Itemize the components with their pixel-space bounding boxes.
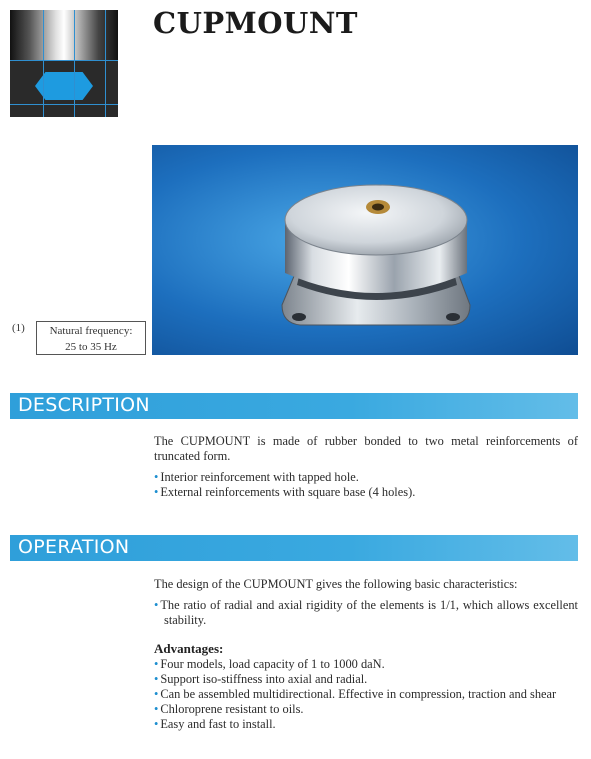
advantages-title: Advantages:: [154, 641, 224, 656]
list-item: • Easy and fast to install.: [154, 717, 578, 732]
mounting-hole: [292, 313, 306, 321]
natural-frequency-box: [36, 321, 146, 355]
list-item: • The ratio of radial and axial rigidity of the elements is 1/1, which allows excellent stability.: [154, 598, 578, 628]
grid-line: [10, 104, 118, 105]
cupmount-illustration: [152, 145, 578, 355]
natural-frequency-label: Natural frequency:: [49, 325, 133, 337]
tapped-hole-center: [372, 204, 384, 211]
product-schematic-thumbnail: [10, 10, 118, 117]
list-item: • Interior reinforcement with tapped hole.: [154, 470, 578, 485]
operation-header-label: OPERATION: [18, 536, 130, 558]
grid-line: [43, 10, 44, 117]
grid-line: [74, 10, 75, 117]
grid-line: [105, 10, 106, 117]
description-header-label: DESCRIPTION: [18, 394, 150, 416]
cylinder-shading: [10, 10, 118, 60]
description-header: [10, 393, 578, 419]
list-item: • Support iso-stiffness into axial and radial.: [154, 672, 578, 687]
operation-intro: The design of the CUPMOUNT gives the following basic characteristics:: [154, 577, 518, 591]
operation-header: [10, 535, 578, 561]
list-item: • Can be assembled multidirectional. Effective in compression, traction and shear: [154, 687, 578, 702]
footnote-marker: (1): [12, 322, 25, 334]
list-item: • Chloroprene resistant to oils.: [154, 702, 578, 717]
cup-top: [285, 185, 467, 255]
page-title: CUPMOUNT: [153, 6, 358, 40]
operation-body: [154, 577, 578, 732]
list-item: • Four models, load capacity of 1 to 1000 daN.: [154, 657, 578, 672]
natural-frequency-value: 25 to 35 Hz: [65, 341, 117, 353]
list-item: • External reinforcements with square base (4 holes).: [154, 485, 578, 500]
product-photo: [152, 145, 578, 355]
description-body: [154, 434, 578, 500]
grid-line: [10, 60, 118, 61]
description-paragraph: The CUPMOUNT is made of rubber bonded to two metal reinforcements of truncated form.: [154, 434, 578, 463]
mounting-hole: [446, 313, 460, 321]
